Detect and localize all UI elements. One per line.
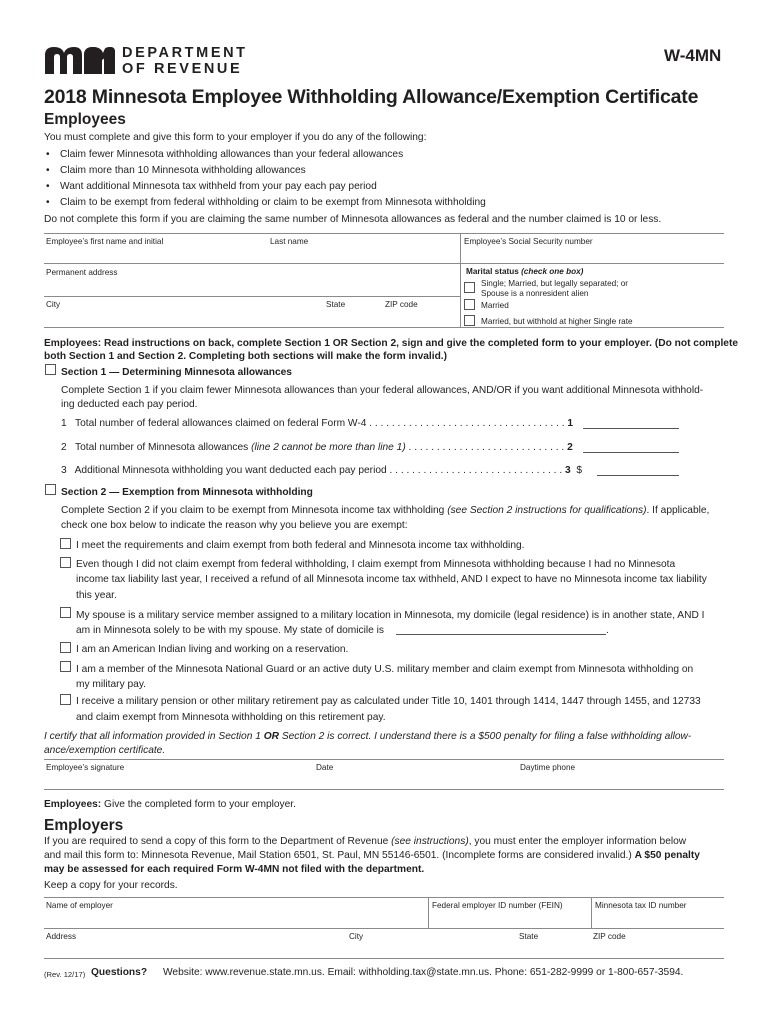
exempt-option-4-text: I am an American Indian living and working on a reservation. <box>76 644 349 655</box>
marital-married-checkbox[interactable] <box>464 299 475 310</box>
first-name-field[interactable]: Employee’s first name and initial <box>46 237 164 246</box>
leader-dots: . . . . . . . . . . . . . . . . . . . . . . . . . . . . . . . <box>386 465 563 476</box>
marital-status-label: Marital status (check one box) <box>466 267 584 276</box>
fein-field[interactable]: Federal employer ID number (FEIN) <box>432 901 563 910</box>
exempt-option-2-text: this year. <box>76 590 117 601</box>
exempt-option-3-checkbox[interactable] <box>60 607 71 618</box>
section2-desc-1: Complete Section 2 if you claim to be exempt from Minnesota income tax withholding (see Section 2 instructions for qualifications). If applicable, <box>61 505 710 516</box>
contact-info: Website: www.revenue.state.mn.us. Email: withholding.tax@state.mn.us. Phone: 651-282-9999 or 1-800-657-3594. <box>163 967 684 978</box>
page-title: 2018 Minnesota Employee Withholding Allowance/Exemption Certificate <box>44 86 699 108</box>
marital-single-checkbox[interactable] <box>464 282 475 293</box>
last-name-field[interactable]: Last name <box>270 237 309 246</box>
marital-single-label-2: Spouse is a nonresident alien <box>481 289 589 298</box>
line-end-number: 1 <box>567 418 574 429</box>
grid-divider <box>428 897 429 928</box>
line3-input[interactable] <box>597 475 679 476</box>
grid-rule <box>44 789 724 790</box>
employers-p1: If you are required to send a copy of this form to the Department of Revenue (see instructions), you must enter the employer information below <box>44 836 687 847</box>
line-number: 3 <box>61 465 67 476</box>
logo-text-line1: DEPARTMENT <box>122 45 248 61</box>
line-end-number: 2 <box>567 442 573 453</box>
state-field[interactable]: State <box>326 300 346 309</box>
logo-text-line2: OF REVENUE <box>122 61 243 77</box>
exempt-option-1-checkbox[interactable] <box>60 538 71 549</box>
employer-state-field[interactable]: State <box>519 932 539 941</box>
exempt-option-5-checkbox[interactable] <box>60 661 71 672</box>
section1-line-1: 1 Total number of federal allowances claimed on federal Form W-4 . . . . . . . . . . . . . . . . . . . . . . . . . . . . . . . . . . . 1 <box>61 418 574 429</box>
grid-rule <box>44 759 724 760</box>
employers-p4: Keep a copy for your records. <box>44 880 178 891</box>
employers-p3: may be assessed for each required Form W-4MN not filed with the department. <box>44 864 425 875</box>
marital-married-label: Married <box>481 301 509 310</box>
dollar-sign: $ <box>576 465 583 476</box>
certify-line2: ance/exemption certificate. <box>44 745 166 756</box>
line-number: 1 <box>61 418 67 429</box>
grid-rule <box>44 958 724 959</box>
grid-rule <box>44 897 724 898</box>
instructions-line2: both Section 1 and Section 2. Completing both sections will make the form invalid.) <box>44 351 448 362</box>
line1-input[interactable] <box>583 428 679 429</box>
employees-lead: You must complete and give this form to your employer if you do any of the following: <box>44 132 427 143</box>
section1-desc-1: Complete Section 1 if you claim fewer Minnesota allowances than your federal allowances, AND/OR if you want additional Minnesota withhold- <box>61 385 704 396</box>
bullet-item: • Claim fewer Minnesota withholding allowances than your federal allowances <box>60 149 403 160</box>
exempt-option-4-checkbox[interactable] <box>60 642 71 653</box>
employees-heading: Employees <box>44 111 126 128</box>
city-field[interactable]: City <box>46 300 61 309</box>
leader-dots: . . . . . . . . . . . . . . . . . . . . . . . . . . . . . . . . . . . <box>366 418 565 429</box>
date-field[interactable]: Date <box>316 763 334 772</box>
instructions-line1: Employees: Read instructions on back, complete Section 1 OR Section 2, sign and give the completed form to your employer. (Do not complete <box>44 338 739 349</box>
marital-higher-single-checkbox[interactable] <box>464 315 475 326</box>
employer-zip-field[interactable]: ZIP code <box>593 932 626 941</box>
grid-divider <box>460 233 461 327</box>
exempt-option-6-text: and claim exempt from Minnesota withholding on this retirement pay. <box>76 712 386 723</box>
employee-signature-field[interactable]: Employee’s signature <box>46 763 125 772</box>
form-id: W-4MN <box>664 46 722 65</box>
exempt-option-3-text: am in Minnesota solely to be with my spouse. My state of domicile is <box>76 625 385 636</box>
mn-tax-id-field[interactable]: Minnesota tax ID number <box>595 901 687 910</box>
section2-checkbox[interactable] <box>45 484 56 495</box>
zip-field[interactable]: ZIP code <box>385 300 418 309</box>
questions-label: Questions? <box>91 967 148 978</box>
give-form-note: Employees: Give the completed form to your employer. <box>44 799 296 810</box>
grid-rule <box>44 928 724 929</box>
bullet-item: • Want additional Minnesota tax withheld from your pay each pay period <box>60 181 377 192</box>
employer-name-field[interactable]: Name of employer <box>46 901 113 910</box>
section1-line-3: 3 Additional Minnesota withholding you want deducted each pay period . . . . . . . . . . . . . . . . . . . . . . . . . . . . . . . 3 $ <box>61 465 583 476</box>
grid-divider <box>591 897 592 928</box>
bullet-item: • Claim to be exempt from federal withholding or claim to be exempt from Minnesota withholding <box>60 197 486 208</box>
leader-dots: . . . . . . . . . . . . . . . . . . . . . . . . . . . . <box>405 442 565 453</box>
line2-input[interactable] <box>583 452 679 453</box>
grid-rule <box>44 327 724 328</box>
marital-status-hint: (check one box) <box>521 267 584 276</box>
exempt-option-5-text: my military pay. <box>76 679 146 690</box>
section2-title: Section 2 — Exemption from Minnesota withholding <box>61 487 313 498</box>
bullet-item: • Claim more than 10 Minnesota withholding allowances <box>60 165 306 176</box>
grid-rule <box>44 263 724 264</box>
line-number: 2 <box>61 442 67 453</box>
revision-date: (Rev. 12/17) <box>44 970 86 979</box>
marital-higher-single-label: Married, but withhold at higher Single rate <box>481 317 633 326</box>
grid-rule <box>44 233 724 234</box>
exempt-option-5-text: I am a member of the Minnesota National Guard or an active duty U.S. military member and claim exempt from Minnesota withholding on <box>76 664 694 675</box>
exempt-option-1-text: I meet the requirements and claim exempt from both federal and Minnesota income tax withholding. <box>76 540 525 551</box>
state-of-domicile-input[interactable] <box>396 634 606 635</box>
section1-checkbox[interactable] <box>45 364 56 375</box>
employers-p2: and mail this form to: Minnesota Revenue, Mail Station 6501, St. Paul, MN 55146-6501. (Incomplete forms are considered invalid.) A $50 penalty <box>44 850 700 861</box>
employers-heading: Employers <box>44 817 124 834</box>
ssn-field[interactable]: Employee’s Social Security number <box>464 237 593 246</box>
period: . <box>606 625 609 636</box>
line-end-number: 3 <box>565 465 571 476</box>
exempt-option-6-text: I receive a military pension or other military retirement pay as calculated under Title 10, 1401 through 1414, 1447 through 1455, and 12733 <box>76 696 701 707</box>
daytime-phone-field[interactable]: Daytime phone <box>520 763 576 772</box>
employees-note: Do not complete this form if you are claiming the same number of Minnesota allowances as federal and the number claimed is 10 or less. <box>44 214 662 225</box>
exempt-option-2-text: income tax liability last year, I received a refund of all Minnesota income tax withheld, AND I expect to have no Minnesota income tax liability <box>76 574 707 585</box>
section2-desc-2: check one box below to indicate the reason why you believe you are exempt: <box>61 520 408 531</box>
certify-line1: I certify that all information provided in Section 1 OR Section 2 is correct. I understand there is a $500 penalty for filing a false withholding allow- <box>44 731 692 742</box>
section1-line-2: 2 Total number of Minnesota allowances (line 2 cannot be more than line 1) . . . . . . . . . . . . . . . . . . . . . . . . . . . . 2 <box>61 442 573 453</box>
employer-city-field[interactable]: City <box>349 932 364 941</box>
grid-rule <box>44 296 460 297</box>
exempt-option-6-checkbox[interactable] <box>60 694 71 705</box>
marital-single-label: Single; Married, but legally separated; or <box>481 279 628 288</box>
address-field[interactable]: Permanent address <box>46 268 118 277</box>
section1-title: Section 1 — Determining Minnesota allowances <box>61 367 292 378</box>
exempt-option-2-checkbox[interactable] <box>60 557 71 568</box>
section1-desc-2: ing deducted each pay period. <box>61 399 198 410</box>
exempt-option-2-text: Even though I did not claim exempt from federal withholding, I claim exempt from Minnesota withholding because I had no Minnesota <box>76 559 676 570</box>
exempt-option-3-text: My spouse is a military service member assigned to a military location in Minnesota, my domicile (legal residence) is in another state, AND I <box>76 610 705 621</box>
employer-address-field[interactable]: Address <box>46 932 77 941</box>
mn-logo-icon <box>45 46 115 74</box>
